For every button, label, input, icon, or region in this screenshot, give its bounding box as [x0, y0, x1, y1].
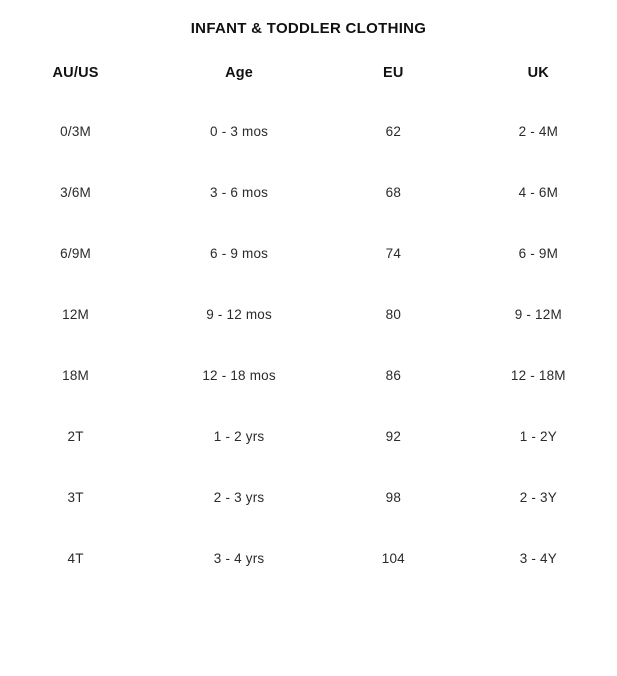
table-header — [0, 43, 617, 101]
cell-eu: 86 — [385, 368, 402, 383]
table-row — [0, 101, 617, 162]
cell-uk: 12 - 18M — [510, 368, 566, 383]
column-header-eu: EU — [383, 65, 404, 81]
cell-age: 6 - 9 mos — [210, 246, 269, 261]
cell-eu: 62 — [385, 124, 402, 139]
page-title: INFANT & TODDLER CLOTHING — [190, 20, 427, 37]
cell-age: 3 - 6 mos — [210, 185, 269, 200]
cell-ausus: 0/3M — [60, 124, 91, 139]
cell-uk: 2 - 4M — [518, 124, 559, 139]
cell-ausus: 18M — [62, 368, 90, 383]
cell-eu: 92 — [385, 429, 402, 444]
cell-uk: 6 - 9M — [518, 246, 559, 261]
cell-eu: 80 — [385, 307, 402, 322]
cell-age: 9 - 12 mos — [206, 307, 272, 322]
cell-ausus: 6/9M — [60, 246, 91, 261]
cell-eu: 74 — [385, 246, 402, 261]
cell-uk: 4 - 6M — [518, 185, 559, 200]
table-row — [0, 345, 617, 406]
cell-ausus: 3/6M — [60, 185, 91, 200]
table-row — [0, 528, 617, 589]
column-header-ausus: AU/US — [52, 65, 99, 81]
table-row — [0, 406, 617, 467]
table-row — [0, 284, 617, 345]
cell-ausus: 4T — [67, 551, 84, 566]
table-row — [0, 223, 617, 284]
table-header-row — [0, 43, 617, 101]
cell-eu: 68 — [385, 185, 402, 200]
cell-age: 1 - 2 yrs — [213, 429, 265, 444]
cell-ausus: 12M — [62, 307, 90, 322]
column-header-age: Age — [225, 65, 254, 81]
cell-age: 3 - 4 yrs — [213, 551, 265, 566]
cell-ausus: 3T — [67, 490, 84, 505]
cell-uk: 1 - 2Y — [519, 429, 557, 444]
cell-age: 12 - 18 mos — [202, 368, 276, 383]
table-row — [0, 162, 617, 223]
cell-age: 0 - 3 mos — [210, 124, 269, 139]
table-row — [0, 467, 617, 528]
column-header-uk: UK — [527, 65, 549, 81]
table-body — [0, 101, 617, 589]
cell-uk: 9 - 12M — [514, 307, 562, 322]
cell-ausus: 2T — [67, 429, 84, 444]
cell-uk: 3 - 4Y — [519, 551, 557, 566]
size-chart-table — [0, 43, 617, 589]
cell-eu: 104 — [381, 551, 405, 566]
cell-age: 2 - 3 yrs — [213, 490, 265, 505]
cell-eu: 98 — [385, 490, 402, 505]
cell-uk: 2 - 3Y — [519, 490, 557, 505]
